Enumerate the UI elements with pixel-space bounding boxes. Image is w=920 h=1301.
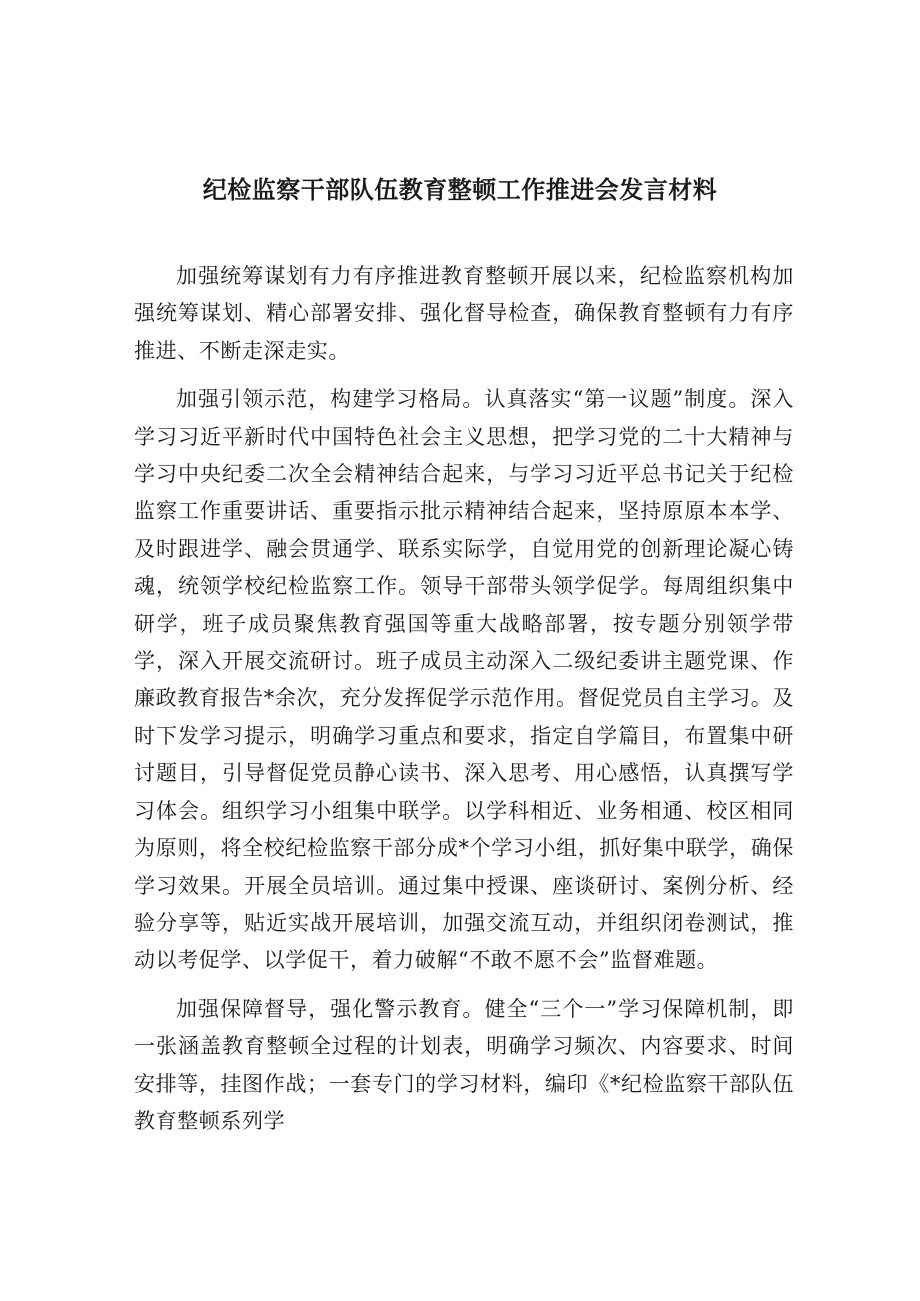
document-body xyxy=(134,258,794,1140)
paragraph-intro: 加强统筹谋划有力有序推进教育整顿开展以来，纪检监察机构加强统筹谋划、精心部署安排、强化督导检查，确保教育整顿有力有序推进、不断走深走实。 xyxy=(134,264,794,363)
document-title: 纪检监察干部队伍教育整顿工作推进会发言材料 xyxy=(202,176,718,204)
paragraph-warning-education: 加强保障督导，强化警示教育。健全“三个一”学习保障机制，即一张涵盖教育整顿全过程的计划表，明确学习频次、内容要求、时间安排等，挂图作战；一套专门的学习材料，编印《*纪检监察干部队伍教育整顿系列学 xyxy=(134,996,794,1133)
paragraph-study-pattern: 加强引领示范，构建学习格局。认真落实“第一议题”制度。深入学习习近平新时代中国特色社会主义思想，把学习党的二十大精神与学习中央纪委二次全会精神结合起来，与学习习近平总书记关于纪检监察工作重要讲话、重要指示批示精神结合起来，坚持原原本本学、及时跟进学、融会贯通学、联系实际学，自觉用党的创新理论凝心铸魂，统领学校纪检监察工作。领导干部带头领学促学。每周组织集中研学，班子成员聚焦教育强国等重大战略部署，按专题分别领学带学，深入开展交流研讨。班子成员主动深入二级纪委讲主题党课、作廉政教育报告*余次，充分发挥促学示范作用。督促党员自主学习。及时下发学习提示，明确学习重点和要求，指定自学篇目，布置集中研讨题目，引导督促党员静心读书、深入思考、用心感悟，认真撰写学习体会。组织学习小组集中联学。以学科相近、业务相通、校区相同为原则，将全校纪检监察干部分成*个学习小组，抓好集中联学，确保学习效果。开展全员培训。通过集中授课、座谈研讨、案例分析、经验分享等，贴近实战开展培训，加强交流互动，并组织闭卷测试，推动以考促学、以学促干，着力破解“不敢不愿不会”监督难题。 xyxy=(134,387,794,973)
